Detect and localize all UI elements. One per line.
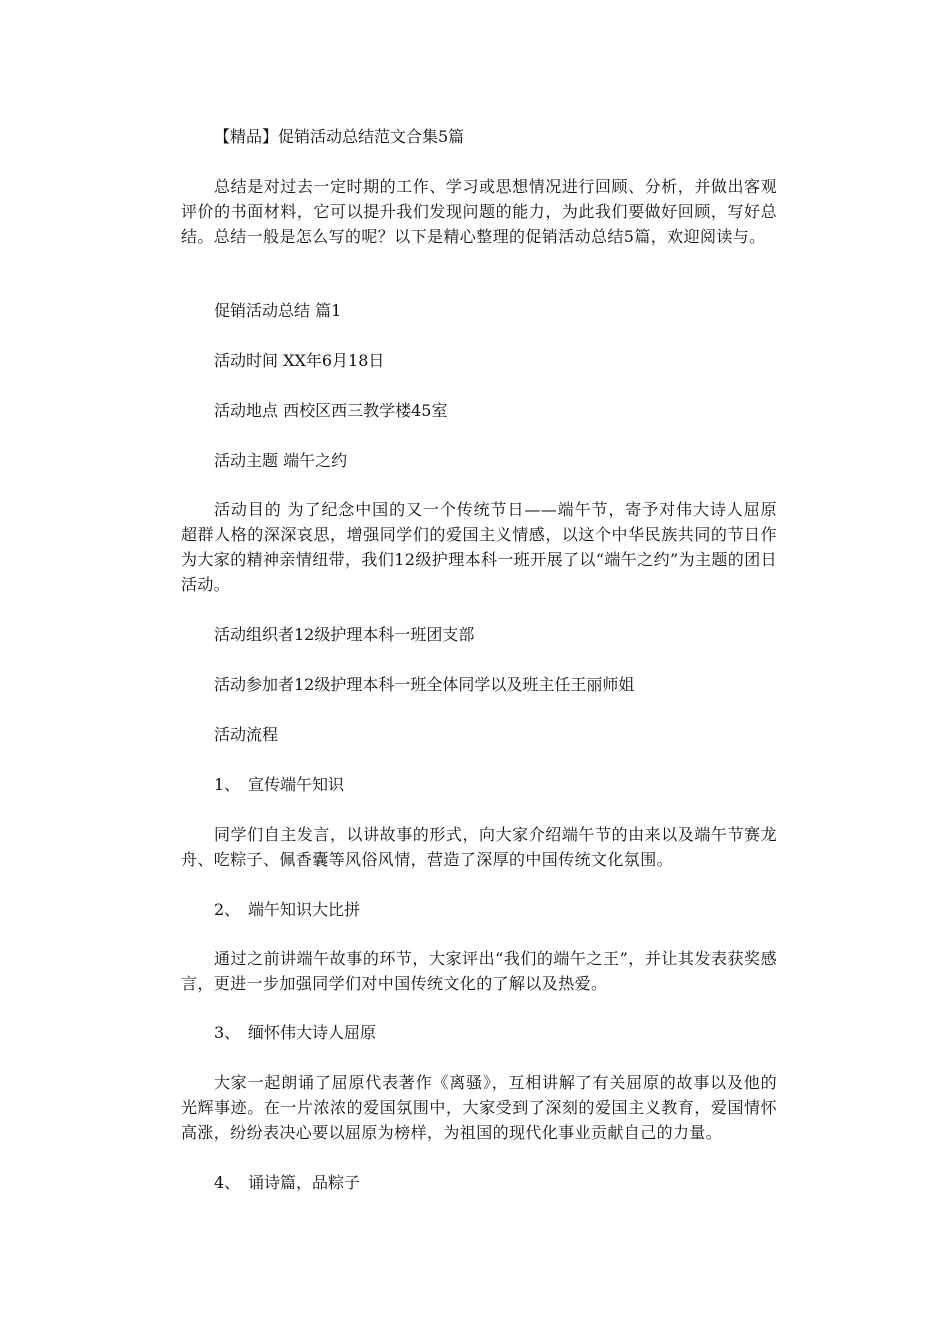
activity-theme: 活动主题 端午之约	[214, 451, 348, 470]
item-title: 缅怀伟大诗人屈原	[248, 1023, 377, 1042]
activity-purpose: 活动目的 为了纪念中国的又一个传统节日——端午节，寄予对伟大诗人屈原超群人格的深深哀思，增强同学们的爱国主义情感，以这个中华民族共同的节日作为大家的精神亲情纽带，我们12级护理本科一班开展了以“端午之约”为主题的团日活动。	[181, 500, 777, 594]
section-heading: 促销活动总结 篇1	[214, 301, 342, 320]
list-item-body: 大家一起朗诵了屈原代表著作《离骚》，互相讲解了有关屈原的故事以及他的光辉事迹。在一片浓浓的爱国氛围中，大家受到了深刻的爱国主义教育，爱国情怀高涨，纷纷表决心要以屈原为榜样，为祖国的现代化事业贡献自己的力量。	[181, 1073, 777, 1142]
activity-time: 活动时间 XX年6月18日	[214, 351, 385, 370]
intro-paragraph: 总结是对过去一定时期的工作、学习或思想情况进行回顾、分析，并做出客观评价的书面材料，它可以提升我们发现问题的能力，为此我们要做好回顾，写好总结。总结一般是怎么写的呢？以下是精心整理的促销活动总结5篇，欢迎阅读与。	[181, 177, 777, 246]
list-item-heading	[214, 772, 344, 797]
activity-participants: 活动参加者12级护理本科一班全体同学以及班主任王丽师姐	[214, 675, 635, 694]
item-title: 端午知识大比拼	[248, 900, 361, 919]
document-title: 【精品】促销活动总结范文合集5篇	[214, 127, 465, 146]
item-title: 诵诗篇，品粽子	[248, 1173, 361, 1192]
item-number: 1、	[214, 775, 241, 794]
list-item-heading	[214, 1020, 376, 1045]
activity-place: 活动地点 西校区西三教学楼45室	[214, 401, 448, 420]
item-number: 4、	[214, 1173, 241, 1192]
process-heading: 活动流程	[214, 725, 279, 744]
list-item-body: 通过之前讲端午故事的环节，大家评出“我们的端午之王”，并让其发表获奖感言，更进一步加强同学们对中国传统文化的了解以及热爱。	[181, 949, 777, 993]
list-item-heading	[214, 897, 360, 922]
list-item-heading	[214, 1170, 360, 1195]
list-item-body: 同学们自主发言，以讲故事的形式，向大家介绍端午节的由来以及端午节赛龙舟、吃粽子、佩香囊等风俗风情，营造了深厚的中国传统文化氛围。	[181, 825, 777, 869]
item-number: 2、	[214, 900, 241, 919]
activity-organizer: 活动组织者12级护理本科一班团支部	[214, 625, 475, 644]
item-title: 宣传端午知识	[248, 775, 345, 794]
item-number: 3、	[214, 1023, 241, 1042]
